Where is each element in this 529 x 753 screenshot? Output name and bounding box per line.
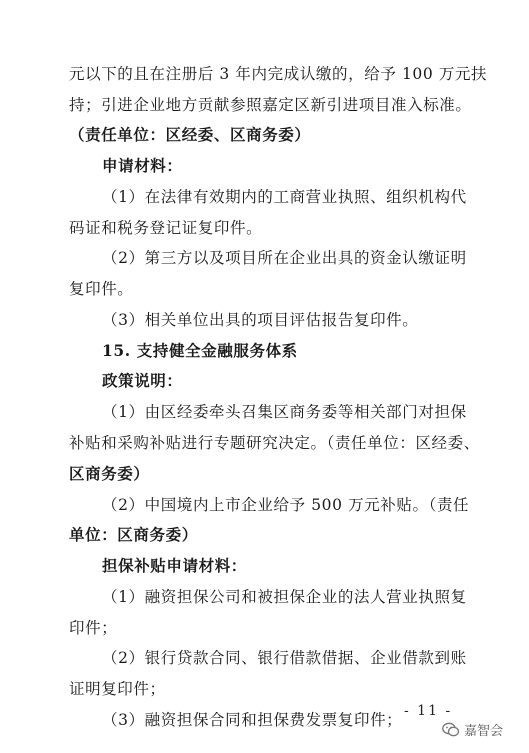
watermark-logo <box>442 720 503 739</box>
text-line: 印件； <box>69 619 118 637</box>
text-line: 复印件。 <box>69 280 134 298</box>
list-item: （3）相关单位出具的项目评估报告复印件。 <box>102 311 419 329</box>
responsible-unit-line: 区商务委） <box>69 464 150 483</box>
wechat-icon <box>442 722 460 738</box>
text-line: 持；引进企业地方贡献参照嘉定区新引进项目准入标准。 <box>69 96 472 114</box>
section-title: 15. 支持健全金融服务体系 <box>102 341 298 360</box>
list-item: （2）中国境内上市企业给予 500 万元补贴。（责任 <box>102 496 470 514</box>
section-heading: 担保补贴申请材料： <box>102 556 247 575</box>
watermark-text: 嘉智会 <box>464 724 504 739</box>
text-line: 码证和税务登记证复印件。 <box>69 219 263 237</box>
list-item: （1）由区经委牵头召集区商务委等相关部门对担保 <box>102 403 467 421</box>
section-heading: 申请材料： <box>102 156 183 175</box>
text-line: 补贴和采购补贴进行专题研究决定。（责任单位：区经委、 <box>69 434 480 452</box>
text-line: 证明复印件； <box>69 680 166 698</box>
responsible-unit-line: （责任单位：区经委、区商务委） <box>69 125 311 144</box>
responsible-unit-line: 单位：区商务委） <box>69 525 198 544</box>
section-heading: 政策说明： <box>102 371 183 390</box>
list-item: （1）在法律有效期内的工商营业执照、组织机构代 <box>102 188 467 206</box>
list-item: （2）第三方以及项目所在企业出具的资金认缴证明 <box>102 249 467 267</box>
text-line: 元以下的且在注册后 3 年内完成认缴的，给予 100 万元扶 <box>69 65 488 83</box>
list-item: （2）银行贷款合同、银行借款借据、企业借款到账 <box>102 649 467 667</box>
list-item: （3）融资担保合同和担保费发票复印件； <box>102 711 403 729</box>
page-number: - 11 - <box>404 703 453 719</box>
list-item: （1）融资担保公司和被担保企业的法人营业执照复 <box>102 588 467 606</box>
